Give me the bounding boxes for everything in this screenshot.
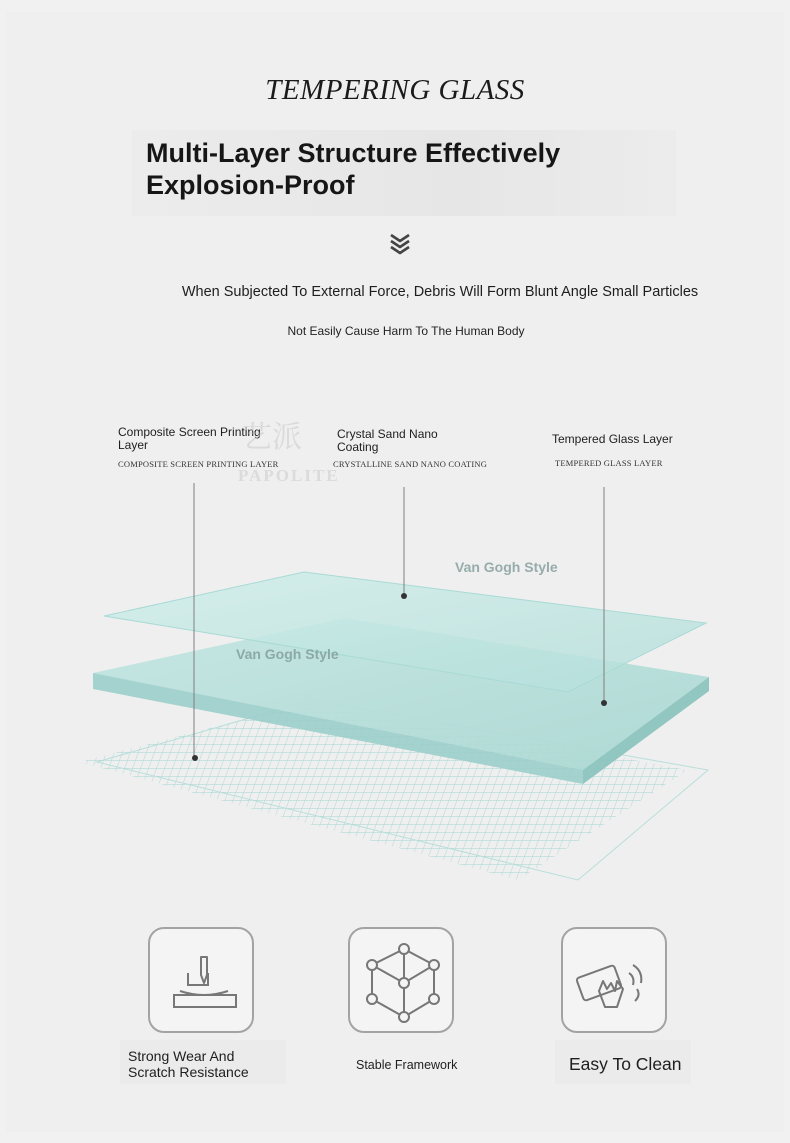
panel-watermark-top: Van Gogh Style [455,559,558,575]
panel-watermark-mid: Van Gogh Style [236,646,339,662]
layer-sub-screen-printing: COMPOSITE SCREEN PRINTING LAYER [118,459,279,469]
pointer-dot-nano [401,593,407,599]
section-heading: TEMPERING GLASS [265,74,525,106]
layer-sub-nano-coating: CRYSTALLINE SAND NANO COATING [333,459,488,469]
cube-framework-icon [350,929,452,1031]
brand-watermark-cn: 艺派 [242,420,302,455]
subtitle: When Subjected To External Force, Debris Will Form Blunt Angle Small Particles [181,284,699,300]
title-line-2: Explosion-Proof [146,170,355,200]
layer-sub-tempered-glass: TEMPERED GLASS LAYER [555,458,663,468]
layer-label-screen-printing: Composite Screen Printing Layer [118,425,261,452]
layer-label-tempered-glass: Tempered Glass Layer [552,432,673,446]
easy-clean-tile [561,927,667,1033]
layer-label-nano-coating: Crystal Sand Nano Coating [337,427,438,454]
wear-resistance-tile [148,927,254,1033]
pointer-dot-mesh [192,755,198,761]
feature-label-wear-resistance: Strong Wear And Scratch Resistance [128,1048,249,1080]
brand-watermark-en: PAPOLITE [238,466,340,485]
framework-tile [348,927,454,1033]
pointer-dot-glass [601,700,607,706]
title-line-1: Multi-Layer Structure Effectively [146,138,561,168]
safety-note: Not Easily Cause Harm To The Human Body [287,324,525,338]
feature-label-easy-clean: Easy To Clean [569,1054,682,1074]
pressure-wear-icon [150,929,252,1031]
wipe-clean-icon [563,929,665,1031]
feature-label-stable-framework: Stable Framework [356,1058,458,1072]
